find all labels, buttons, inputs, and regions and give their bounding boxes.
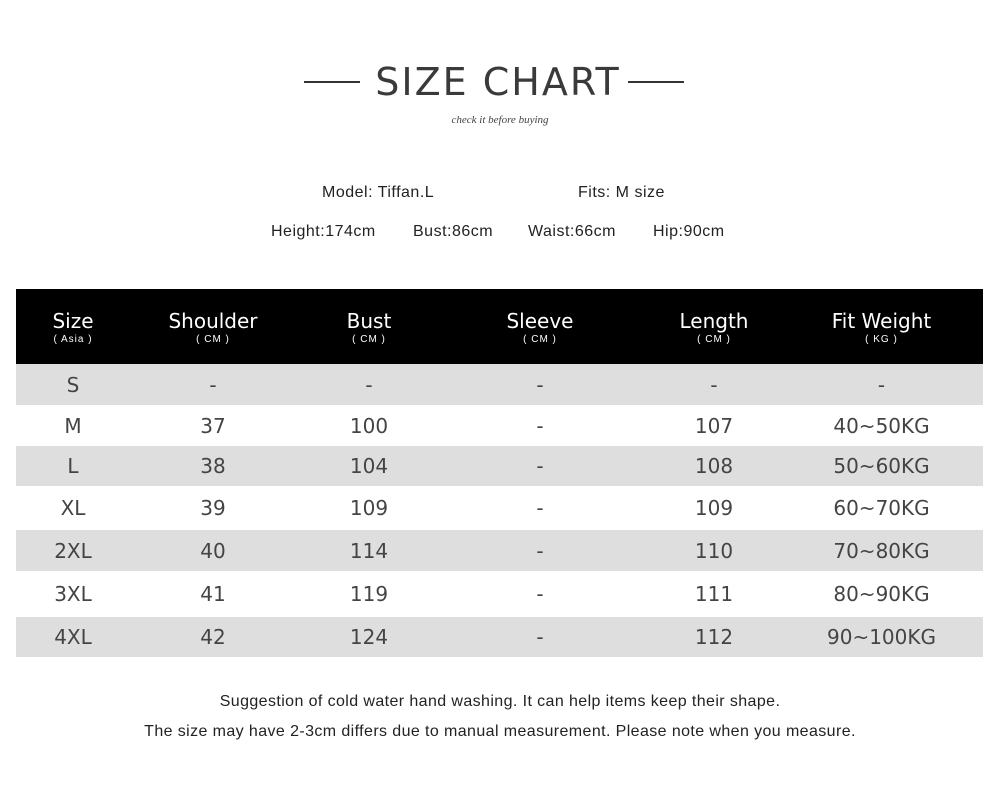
cell-length: 110: [694, 538, 734, 563]
column-header-sleeve: [442, 289, 638, 364]
column-label: Length: [679, 308, 749, 333]
cell-bust: 109: [349, 496, 389, 520]
cell-fit-weight: 70~80KG: [833, 538, 930, 563]
table-row: [16, 364, 983, 405]
table-header: [16, 289, 983, 364]
cell-shoulder: 42: [200, 625, 226, 649]
cell-bust: -: [365, 372, 373, 397]
cell-bust: 100: [349, 413, 389, 438]
cell-length: -: [710, 372, 718, 397]
cell-fit-weight: 80~90KG: [833, 582, 930, 606]
column-header-shoulder: [130, 289, 296, 364]
model-name: Model: Tiffan.L: [322, 184, 435, 201]
cell-shoulder: 38: [200, 454, 226, 478]
cell-sleeve: -: [536, 496, 544, 520]
size-table: [16, 289, 983, 657]
cell-sleeve: -: [536, 582, 544, 606]
model-height: Height:174cm: [271, 223, 376, 240]
page-subtitle: check it before buying: [451, 114, 549, 126]
column-label: Bust: [346, 308, 392, 333]
table-row: [16, 446, 983, 486]
column-label: Fit Weight: [831, 308, 932, 333]
cell-size: 3XL: [54, 582, 92, 606]
model-hip: Hip:90cm: [653, 223, 725, 240]
cell-shoulder: 40: [200, 538, 226, 563]
cell-shoulder: -: [209, 372, 217, 397]
cell-length: 111: [694, 582, 734, 606]
cell-bust: 124: [349, 625, 389, 649]
model-fits: Fits: M size: [578, 184, 665, 201]
cell-size: 4XL: [54, 625, 92, 649]
cell-shoulder: 39: [200, 496, 226, 520]
cell-fit-weight: 60~70KG: [833, 496, 930, 520]
column-unit: ( CM ): [352, 333, 386, 345]
table-row: [16, 486, 983, 530]
cell-fit-weight: 40~50KG: [833, 413, 930, 438]
column-unit: ( CM ): [697, 333, 731, 345]
cell-length: 112: [694, 625, 734, 649]
column-unit: ( CM ): [196, 333, 230, 345]
cell-fit-weight: 50~60KG: [833, 454, 930, 478]
cell-bust: 104: [349, 454, 389, 478]
column-header-size: [16, 289, 130, 364]
column-label: Shoulder: [168, 308, 258, 333]
model-bust: Bust:86cm: [413, 223, 494, 240]
table-row: [16, 405, 983, 446]
cell-shoulder: 41: [200, 582, 226, 606]
column-label: Size: [52, 308, 94, 333]
title-block: [0, 55, 1000, 109]
cell-size: XL: [60, 496, 86, 520]
column-unit: ( CM ): [523, 333, 557, 345]
cell-size: M: [64, 413, 82, 438]
cell-length: 109: [694, 496, 734, 520]
table-row: [16, 571, 983, 617]
cell-size: L: [67, 454, 79, 478]
column-header-fit-weight: [790, 289, 973, 364]
care-note: Suggestion of cold water hand washing. It can help items keep their shape.: [219, 693, 781, 710]
title-rule-right: [628, 81, 684, 83]
column-header-length: [638, 289, 790, 364]
cell-sleeve: -: [536, 538, 544, 563]
column-header-bust: [296, 289, 442, 364]
column-label: Sleeve: [506, 308, 574, 333]
cell-bust: 114: [349, 538, 389, 563]
table-row: [16, 617, 983, 657]
cell-bust: 119: [349, 582, 389, 606]
model-waist: Waist:66cm: [528, 223, 616, 240]
table-row: [16, 530, 983, 571]
cell-length: 107: [694, 413, 734, 438]
cell-sleeve: -: [536, 413, 544, 438]
title-rule-left: [304, 81, 360, 83]
column-unit: ( Asia ): [53, 333, 93, 345]
measurement-note: The size may have 2-3cm differs due to manual measurement. Please note when you measure.: [144, 723, 856, 740]
page-title: SIZE CHART: [375, 60, 621, 104]
cell-fit-weight: -: [877, 372, 886, 397]
cell-sleeve: -: [536, 372, 544, 397]
cell-sleeve: -: [536, 625, 544, 649]
cell-size: S: [66, 372, 80, 397]
cell-shoulder: 37: [200, 413, 226, 438]
column-unit: ( KG ): [865, 333, 898, 345]
cell-size: 2XL: [54, 538, 92, 563]
cell-length: 108: [694, 454, 734, 478]
cell-sleeve: -: [536, 454, 544, 478]
cell-fit-weight: 90~100KG: [827, 625, 936, 649]
